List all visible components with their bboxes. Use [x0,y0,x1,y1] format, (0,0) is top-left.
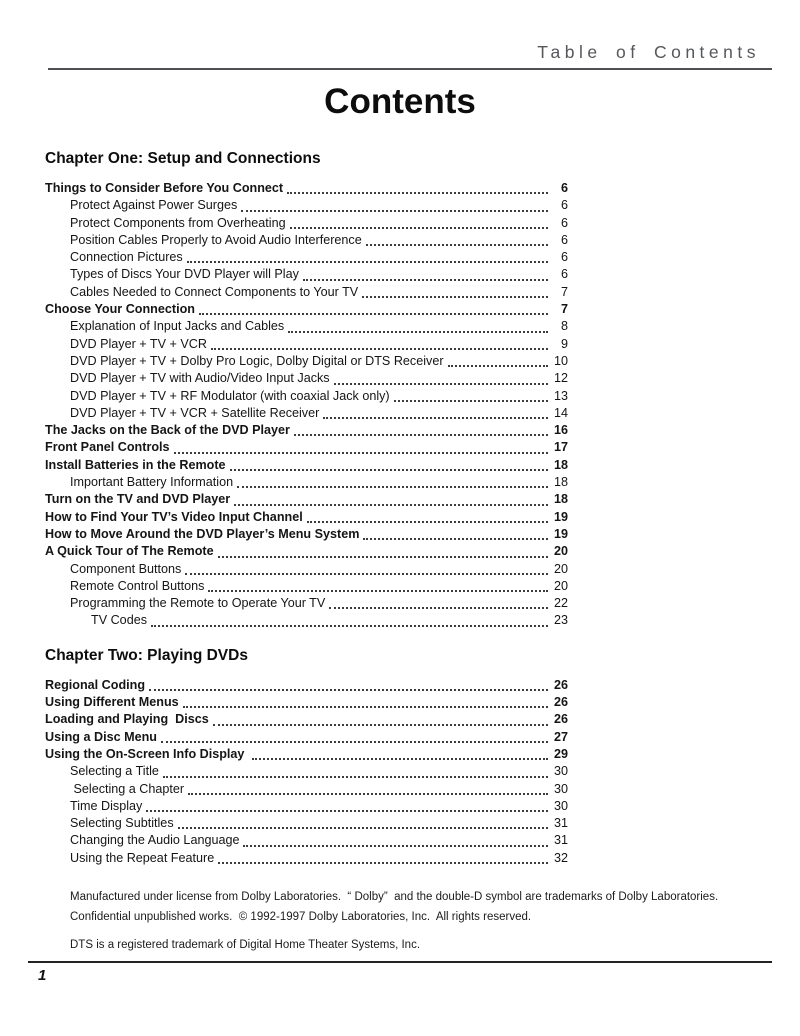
toc-entry [45,729,568,746]
toc-entry [45,457,568,474]
dot-leader [161,741,548,743]
dot-leader [329,607,548,609]
toc-entry [45,197,568,214]
toc-entry-label: Position Cables Properly to Avoid Audio Interference [70,232,362,247]
toc-entry-page: 22 [553,596,568,611]
dot-leader [362,296,548,298]
toc-entry-page: 27 [553,729,568,744]
dot-leader [288,331,548,333]
toc-entry-label: Programming the Remote to Operate Your TV [70,596,326,611]
dot-leader [146,810,548,812]
dot-leader [163,776,548,778]
toc-entry-page: 19 [553,526,568,541]
toc-entry [45,832,568,849]
footer-rule [28,961,772,963]
dot-leader [363,538,548,540]
dot-leader [234,504,548,506]
toc-entry-page: 8 [560,319,568,334]
toc-entry [45,491,568,508]
running-header [48,42,772,70]
toc-entry-page: 29 [553,746,568,761]
toc-entry [45,370,568,387]
toc-entry [45,763,568,780]
toc-list [45,677,568,867]
dot-leader [183,706,548,708]
toc-entry-label: Protect Components from Overheating [70,215,286,230]
dot-leader [252,758,548,760]
toc-entry [45,677,568,694]
toc-entry-page: 20 [553,544,568,559]
toc-entry-page: 32 [553,850,568,865]
toc-entry-label: Changing the Audio Language [70,833,240,848]
dot-leader [149,689,548,691]
toc-entry-page: 18 [553,492,568,507]
chapter-heading: Chapter Two: Playing DVDs [45,646,248,664]
toc-list [45,180,568,630]
toc-entry-label: Choose Your Connection [45,302,195,317]
toc-entry [45,388,568,405]
dot-leader [188,793,548,795]
dot-leader [287,192,548,194]
toc-entry-label: Protect Against Power Surges [70,198,238,213]
toc-entry-label: DVD Player + TV with Audio/Video Input Jacks [70,371,330,386]
toc-entry [45,284,568,301]
toc-entry-page: 18 [553,457,568,472]
toc-entry-label: Remote Control Buttons [70,578,205,593]
toc-entry-page: 7 [560,284,568,299]
toc-entry-label: Important Battery Information [70,475,234,490]
dot-leader [199,313,548,315]
toc-entry [45,266,568,283]
toc-entry-label: Time Display [70,798,143,813]
toc-entry-page: 26 [553,712,568,727]
toc-entry-label: Explanation of Input Jacks and Cables [70,319,285,334]
dot-leader [218,556,548,558]
toc-entry-page: 16 [553,423,568,438]
dot-leader [178,827,548,829]
toc-entry-page: 31 [553,833,568,848]
toc-entry [45,781,568,798]
toc-entry-label: Selecting Subtitles [70,816,174,831]
dot-leader [294,434,548,436]
toc-entry [45,526,568,543]
dot-leader [366,244,548,246]
toc-section [45,647,568,867]
toc-entry-page: 6 [560,181,568,195]
toc-entry [45,798,568,815]
toc-entry-page: 6 [560,267,568,282]
toc-entry-page: 19 [553,509,568,524]
dot-leader [237,486,548,488]
toc-entry [45,422,568,439]
toc-entry [45,612,568,629]
toc-entry [45,474,568,491]
toc-entry [45,815,568,832]
dot-leader [241,210,548,212]
toc-entry-label: How to Find Your TV’s Video Input Channel [45,509,303,524]
toc-entry-label: DVD Player + TV + Dolby Pro Logic, Dolby Digital or DTS Receiver [70,353,444,368]
dot-leader [211,348,548,350]
toc-entry-label: Using a Disc Menu [45,729,157,744]
legal-footer-line: Confidential unpublished works. © 1992-1997 Dolby Laboratories, Inc. All rights reserved. [70,910,532,923]
dot-leader [243,845,548,847]
toc-entry-page: 18 [553,475,568,490]
toc-entry-page: 23 [553,613,568,628]
toc-entry [45,509,568,526]
dot-leader [213,724,548,726]
dot-leader [230,469,548,471]
toc-entry-page: 6 [560,215,568,230]
toc-entry-page: 30 [553,764,568,779]
toc-entry-label: Turn on the TV and DVD Player [45,492,231,507]
toc-entry [45,746,568,763]
toc-entry [45,336,568,353]
toc-entry-label: Using the On-Screen Info Display [45,746,248,761]
toc-entry [45,180,568,197]
toc-entry [45,850,568,867]
dot-leader [290,227,548,229]
toc-entry-page: 6 [560,232,568,247]
toc-entry-label: Connection Pictures [70,250,183,265]
toc-entry-label: Install Batteries in the Remote [45,457,226,472]
toc-entry [45,439,568,456]
toc-entry-label: Component Buttons [70,561,182,576]
toc-entry-label: DVD Player + TV + VCR + Satellite Receiver [70,405,320,420]
toc-entry [45,301,568,318]
toc-entry [45,318,568,335]
legal-footer-line: DTS is a registered trademark of Digital Home Theater Systems, Inc. [70,938,421,951]
toc-entry-page: 14 [553,405,568,420]
toc-entry-label: DVD Player + TV + VCR [70,336,207,351]
dot-leader [218,862,548,864]
toc-entry [45,694,568,711]
toc-entry-label: A Quick Tour of The Remote [45,544,214,559]
toc-entry-label: Using the Repeat Feature [70,850,215,865]
toc-entry-label: Things to Consider Before You Connect [45,181,284,195]
toc-sections [45,150,568,867]
toc-entry-label: Selecting a Chapter [70,781,185,796]
toc-entry-label: Types of Discs Your DVD Player will Play [70,267,299,282]
toc-entry-page: 20 [553,561,568,576]
dot-leader [185,573,548,575]
toc-entry-label: Using Different Menus [45,695,179,710]
dot-leader [448,365,548,367]
toc-entry-page: 6 [560,198,568,213]
toc-entry-page: 9 [560,336,568,351]
toc-entry-page: 10 [553,353,568,368]
toc-entry [45,543,568,560]
legal-footer-line: Manufactured under license from Dolby Laboratories. “ Dolby” and the double-D symbol are trademarks of Dolby Laboratories. [70,890,719,903]
toc-entry-page: 30 [553,798,568,813]
toc-entry [45,405,568,422]
toc-entry-label: How to Move Around the DVD Player’s Menu System [45,526,360,541]
page-number: 1 [38,967,47,984]
toc-entry [45,711,568,728]
toc-entry-page: 26 [553,695,568,710]
running-header-label: Table of Contents [537,42,760,62]
dot-leader [208,590,548,592]
toc-entry [45,353,568,370]
toc-entry-label: Selecting a Title [70,764,159,779]
toc-entry-label: Regional Coding [45,677,146,692]
toc-entry-page: 7 [560,302,568,317]
toc-entry [45,232,568,249]
dot-leader [174,452,548,454]
toc-entry-page: 6 [560,250,568,265]
dot-leader [303,279,548,281]
toc-entry-label: TV Codes [91,613,147,628]
dot-leader [323,417,548,419]
dot-leader [334,383,548,385]
dot-leader [307,521,548,523]
chapter-heading: Chapter One: Setup and Connections [45,150,321,167]
toc-entry-label: The Jacks on the Back of the DVD Player [45,423,290,438]
toc-entry [45,561,568,578]
dot-leader [187,261,548,263]
toc-entry [45,215,568,232]
toc-entry-label: Cables Needed to Connect Components to Your TV [70,284,359,299]
legal-footer [70,887,752,955]
toc-entry-label: Loading and Playing Discs [45,712,209,727]
toc-entry-page: 30 [553,781,568,796]
toc-entry-page: 26 [553,677,568,692]
toc-entry-page: 31 [553,816,568,831]
toc-section [45,150,568,630]
toc-entry-page: 13 [553,388,568,403]
toc-entry [45,595,568,612]
toc-entry [45,578,568,595]
toc-entry-label: DVD Player + TV + RF Modulator (with coaxial Jack only) [70,388,390,403]
toc-entry-page: 17 [553,440,568,455]
page-title: Contents [324,82,476,121]
toc-entry [45,249,568,266]
toc-entry-page: 12 [553,371,568,386]
dot-leader [394,400,548,402]
toc-entry-page: 20 [553,578,568,593]
toc-entry-label: Front Panel Controls [45,440,170,455]
dot-leader [151,625,548,627]
